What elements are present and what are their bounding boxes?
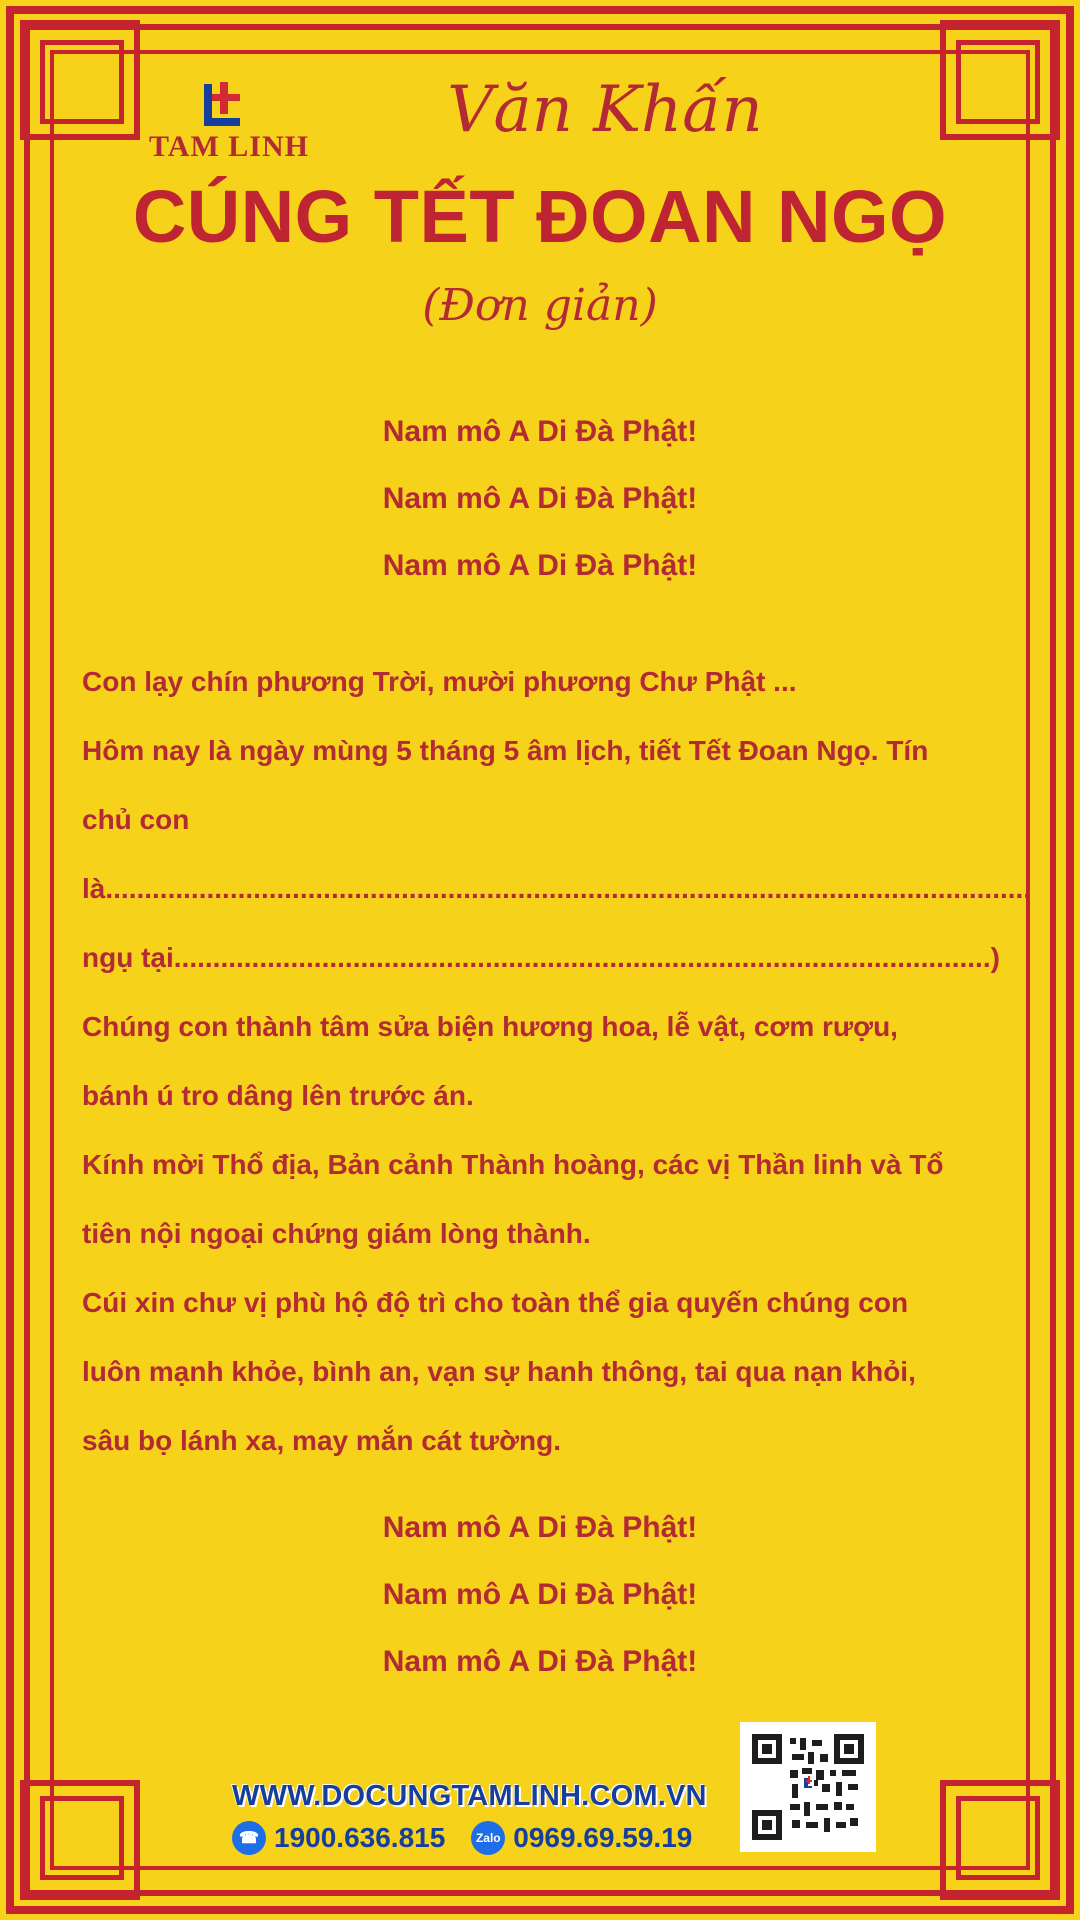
chant-line: Nam mô A Di Đà Phật! (382, 549, 698, 582)
prayer-line: tiên nội ngoại chứng giám lòng thành. (82, 1218, 591, 1249)
chant-line: Nam mô A Di Đà Phật! (382, 1645, 698, 1678)
chant-line: Nam mô A Di Đà Phật! (382, 1511, 698, 1544)
phone-contact[interactable] (232, 1821, 445, 1855)
qr-code-icon (740, 1722, 876, 1852)
page-header (70, 70, 1010, 331)
prayer-line: là....................................................................................................................... (82, 873, 1032, 904)
corner-ornament-inner-bottom-right (956, 1796, 1040, 1880)
chant-line: Nam mô A Di Đà Phật! (382, 1578, 698, 1611)
website-link[interactable]: WWW.DOCUNGTAMLINH.COM.VN (232, 1780, 707, 1812)
corner-ornament-bottom-right (940, 1780, 1060, 1900)
qr-code-graphic (748, 1730, 868, 1844)
chants-bottom (0, 1508, 1080, 1709)
chant-line: Nam mô A Di Đà Phật! (382, 415, 698, 448)
prayer-line: Con lạy chín phương Trời, mười phương Chư Phật ... (82, 666, 797, 697)
phone-number: 1900.636.815 (274, 1822, 446, 1853)
corner-ornament-inner-bottom-left (40, 1796, 124, 1880)
prayer-line: Chúng con thành tâm sửa biện hương hoa, lễ vật, cơm rượu, (82, 1011, 898, 1042)
prayer-line: Hôm nay là ngày mùng 5 tháng 5 âm lịch, tiết Tết Đoan Ngọ. Tín (82, 735, 929, 766)
title-top: Văn Khấn (447, 73, 763, 147)
prayer-line: chủ con (82, 804, 190, 835)
prayer-line: Cúi xin chư vị phù hộ độ trì cho toàn thể gia quyến chúng con (82, 1287, 909, 1318)
prayer-line: sâu bọ lánh xa, may mắn cát tường. (82, 1425, 561, 1456)
prayer-line: bánh ú tro dâng lên trước án. (82, 1080, 474, 1111)
phone-icon: ☎ (232, 1821, 266, 1855)
prayer-text (82, 647, 1032, 1475)
corner-ornament-bottom-left (20, 1780, 140, 1900)
zalo-icon: Zalo (471, 1821, 505, 1855)
contact-row (232, 1821, 732, 1855)
prayer-line: luôn mạnh khỏe, bình an, vạn sự hanh thông, tai qua nạn khỏi, (82, 1356, 916, 1387)
chant-line: Nam mô A Di Đà Phật! (382, 482, 698, 515)
prayer-line: Kính mời Thổ địa, Bản cảnh Thành hoàng, các vị Thần linh và Tổ (82, 1149, 944, 1180)
page-title: CÚNG TẾT ĐOAN NGỌ (132, 175, 948, 258)
zalo-contact[interactable] (471, 1821, 692, 1855)
contact-footer (232, 1780, 732, 1855)
zalo-phone-number: 0969.69.59.19 (513, 1822, 693, 1853)
brand-logo-text: TAM LINH (149, 130, 309, 163)
chants-top (0, 412, 1080, 613)
page-subtitle: (Đơn giản) (422, 280, 658, 331)
prayer-line: ngụ tại.........................................................................................................) (82, 942, 1000, 973)
